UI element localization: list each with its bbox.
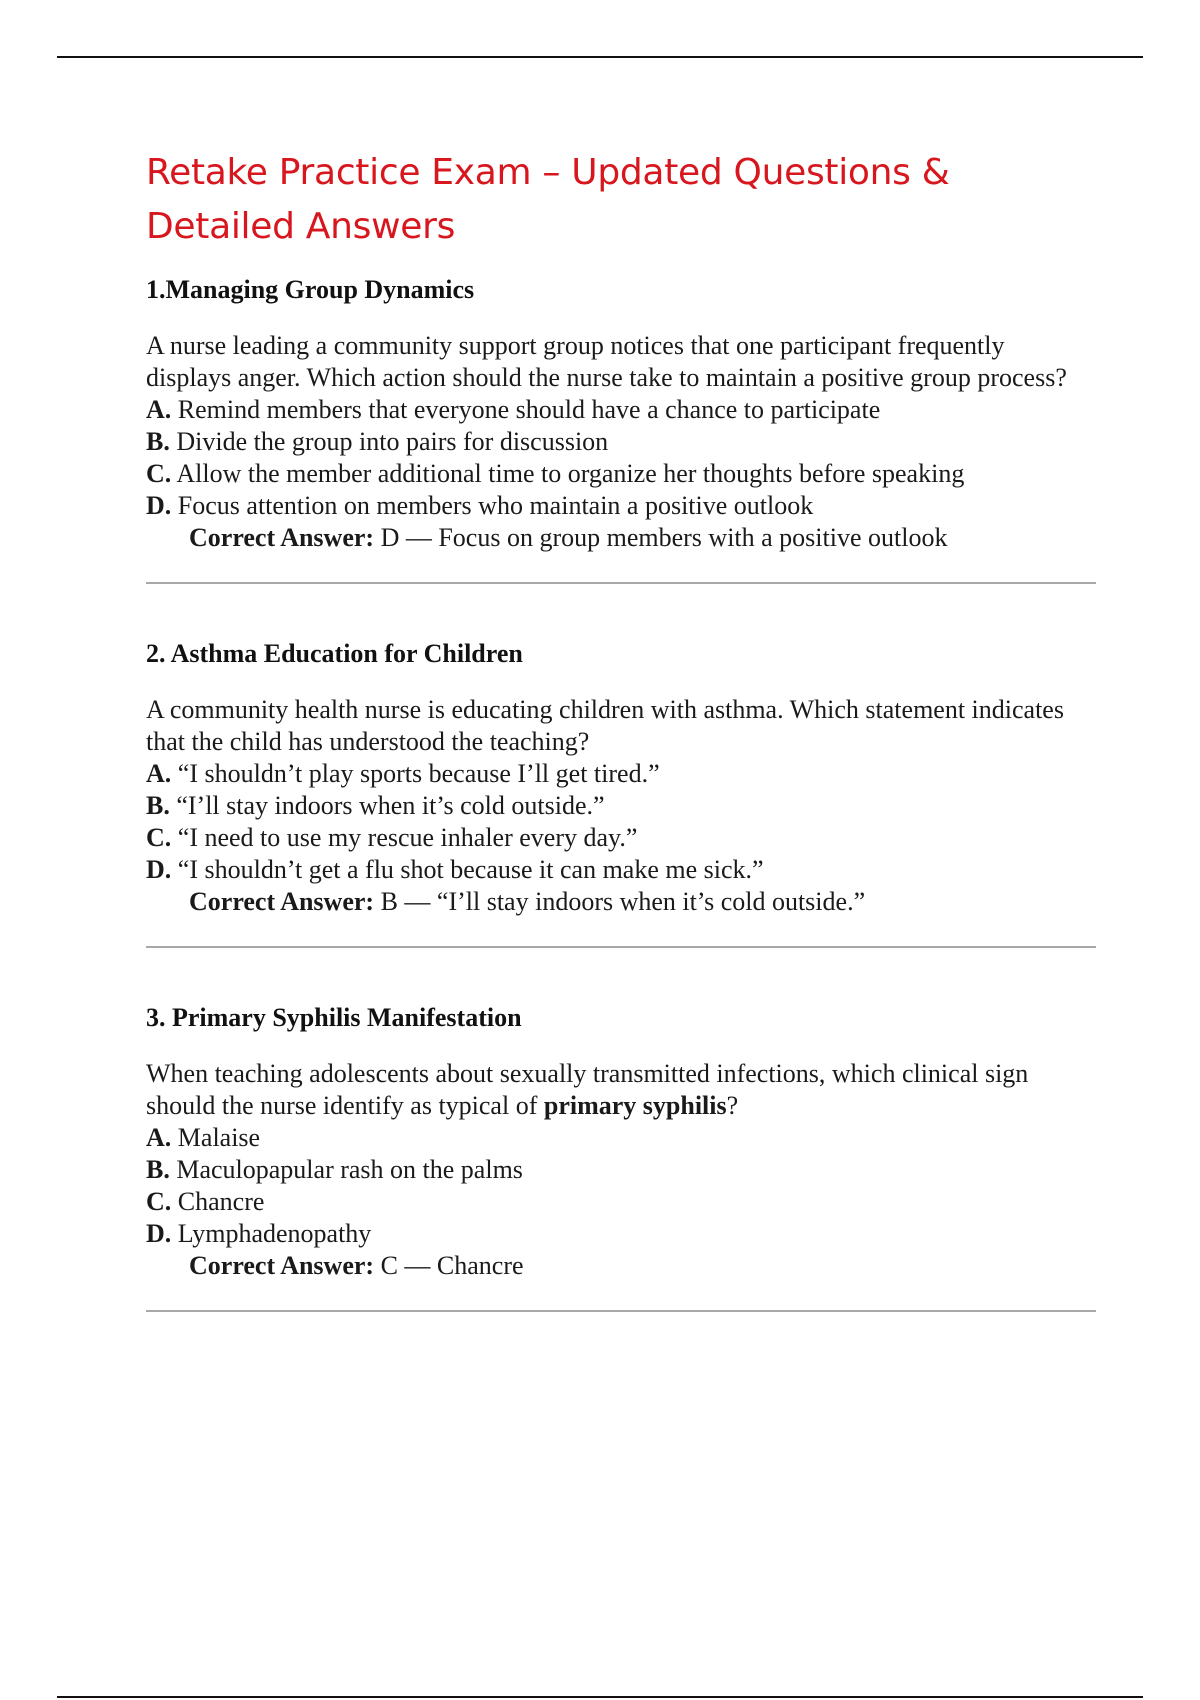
option-letter: B. (146, 427, 170, 456)
correct-answer-label: Correct Answer: (189, 1251, 375, 1280)
question-3 (146, 1002, 1096, 1282)
question-title: 3. Primary Syphilis Manifestation (146, 1003, 522, 1032)
option-c (146, 822, 1096, 854)
option-c (146, 458, 1096, 490)
question-stem-emphasis: primary syphilis (543, 1091, 727, 1120)
section-divider (146, 1310, 1096, 1312)
question-title: 2. Asthma Education for Children (146, 639, 523, 668)
option-text: Malaise (171, 1123, 261, 1152)
page-top-rule (57, 56, 1143, 58)
question-stem (146, 1058, 1096, 1122)
correct-answer-label: Correct Answer: (189, 523, 375, 552)
option-b (146, 426, 1096, 458)
option-letter: B. (146, 1155, 170, 1184)
question-1 (146, 274, 1096, 554)
option-a (146, 758, 1096, 790)
option-d (146, 1218, 1096, 1250)
option-text: Divide the group into pairs for discussion (169, 427, 609, 456)
page-bottom-rule (57, 1696, 1143, 1698)
option-letter: D. (146, 491, 172, 520)
question-2 (146, 638, 1096, 918)
document-title-line-1: Retake Practice Exam – Updated Questions & (146, 152, 950, 193)
option-b (146, 1154, 1096, 1186)
document-body (146, 146, 1096, 1312)
option-letter: C. (146, 823, 172, 852)
option-letter: A. (146, 395, 172, 424)
option-d (146, 490, 1096, 522)
option-letter: D. (146, 855, 172, 884)
option-text: Allow the member additional time to organize her thoughts before speaking (171, 459, 965, 488)
option-text: Remind members that everyone should have a chance to participate (171, 395, 881, 424)
option-letter: C. (146, 459, 172, 488)
option-b (146, 790, 1096, 822)
option-d (146, 854, 1096, 886)
question-stem: A nurse leading a community support group notices that one participant frequently displays anger. Which action should the nurse take to maintain a positive group process? (146, 331, 1067, 392)
option-text: “I shouldn’t get a flu shot because it can make me sick.” (171, 855, 764, 884)
question-stem-text: When teaching adolescents about sexually transmitted infections, which clinical sign should the nurse identify as typical of (146, 1059, 1029, 1120)
option-c (146, 1186, 1096, 1218)
option-letter: B. (146, 791, 170, 820)
correct-answer-text: C — Chancre (374, 1251, 524, 1280)
option-text: Focus attention on members who maintain a positive outlook (171, 491, 814, 520)
question-title: 1.Managing Group Dynamics (146, 275, 475, 304)
document-title-line-2: Detailed Answers (146, 206, 456, 247)
option-letter: C. (146, 1187, 172, 1216)
option-letter: D. (146, 1219, 172, 1248)
option-text: “I’ll stay indoors when it’s cold outside.” (169, 791, 605, 820)
question-stem: A community health nurse is educating children with asthma. Which statement indicates that the child has understood the teaching? (146, 695, 1064, 756)
correct-answer (189, 522, 1096, 554)
option-letter: A. (146, 1123, 172, 1152)
option-a (146, 394, 1096, 426)
option-a (146, 1122, 1096, 1154)
correct-answer (189, 886, 1096, 918)
correct-answer-text: D — Focus on group members with a positive outlook (374, 523, 948, 552)
question-stem-end: ? (726, 1091, 739, 1120)
option-text: Chancre (171, 1187, 265, 1216)
document-title (146, 146, 1096, 254)
option-text: Lymphadenopathy (171, 1219, 372, 1248)
option-text: “I need to use my rescue inhaler every day.” (171, 823, 638, 852)
correct-answer (189, 1250, 1096, 1282)
correct-answer-text: B — “I’ll stay indoors when it’s cold outside.” (374, 887, 866, 916)
option-text: “I shouldn’t play sports because I’ll get tired.” (171, 759, 660, 788)
option-letter: A. (146, 759, 172, 788)
correct-answer-label: Correct Answer: (189, 887, 375, 916)
option-text: Maculopapular rash on the palms (169, 1155, 523, 1184)
